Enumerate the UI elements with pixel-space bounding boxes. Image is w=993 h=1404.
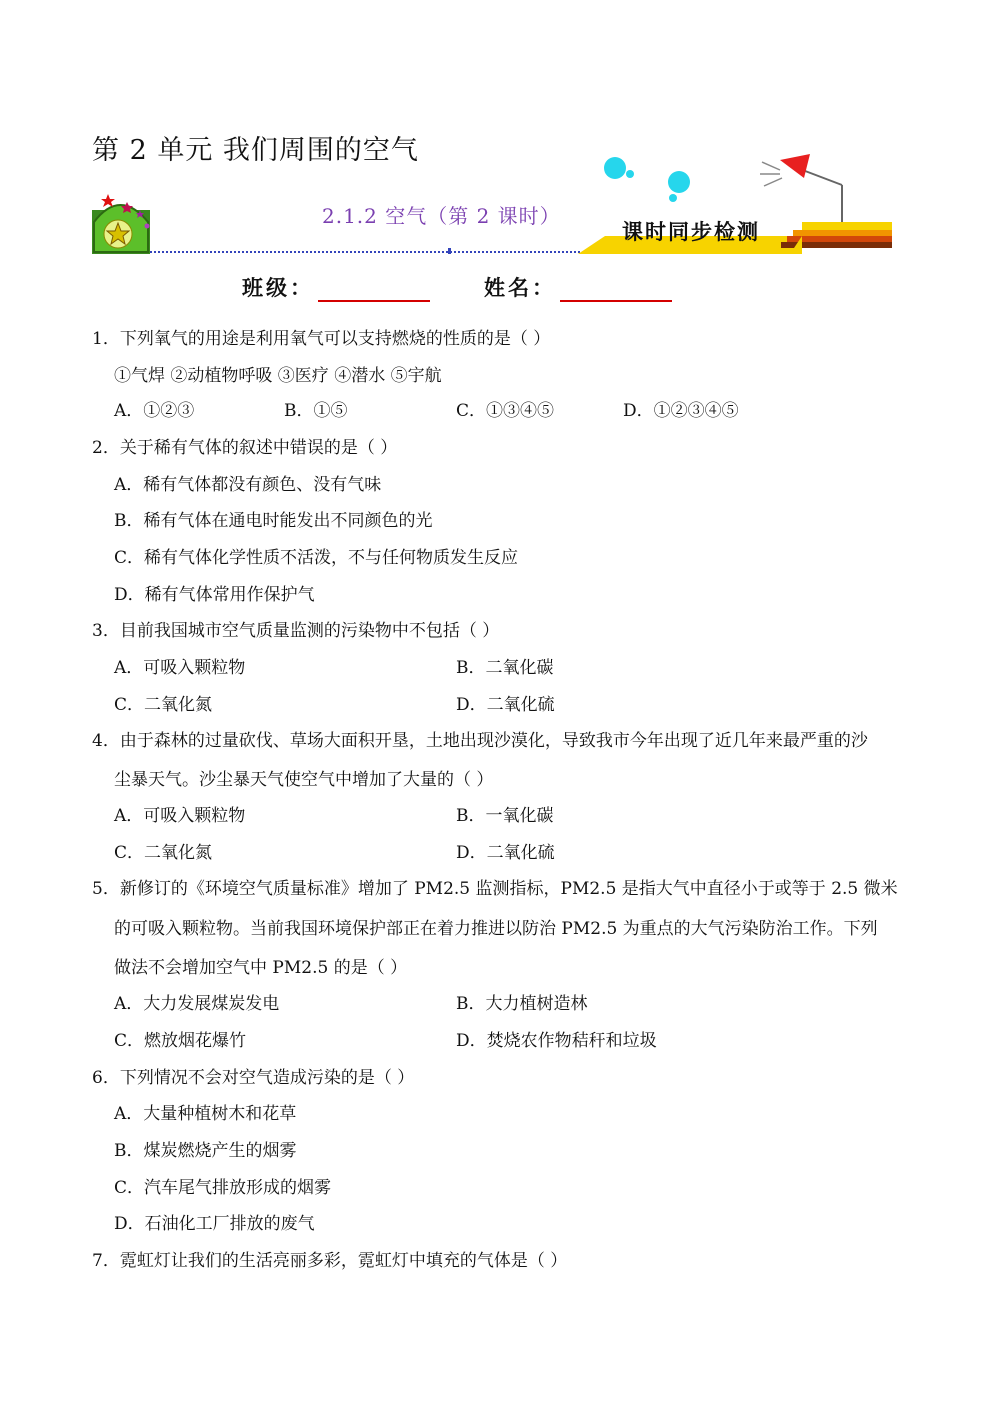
option: B．①⑤ [284, 401, 348, 421]
class-label: 班级： [242, 275, 314, 300]
class-field [242, 272, 430, 302]
option: B．二氧化碳 [456, 658, 554, 678]
option: A．大力发展煤炭发电 [114, 994, 280, 1014]
option: B．一氧化碳 [456, 806, 554, 826]
option: A．①②③ [114, 401, 195, 421]
option: A．稀有气体都没有颜色、没有气味 [114, 475, 382, 495]
option: C．燃放烟花爆竹 [114, 1031, 247, 1051]
option: B．大力植树造林 [456, 994, 588, 1014]
option: A．可吸入颗粒物 [114, 806, 246, 826]
lesson-title: 2.1.2 空气（第 2 课时） [322, 204, 561, 228]
question-stem: 1．下列氧气的用途是利用氧气可以支持燃烧的性质的是（ ） [92, 329, 551, 349]
option: D．二氧化硫 [456, 695, 555, 715]
question-stem-continued: 尘暴天气。沙尘暴天气使空气中增加了大量的（ ） [114, 770, 494, 790]
name-blank[interactable] [560, 276, 672, 302]
option: C．二氧化氮 [114, 843, 213, 863]
unit-title: 第 2 单元 我们周围的空气 [92, 135, 419, 166]
question-stem: 4．由于森林的过量砍伐、草场大面积开垦，土地出现沙漠化，导致我市今年出现了近几年来最严重的沙 [92, 731, 868, 751]
option: B．稀有气体在通电时能发出不同颜色的光 [114, 511, 433, 531]
banner-label: 课时同步检测 [622, 219, 760, 244]
name-field [484, 272, 672, 302]
option: C．汽车尾气排放形成的烟雾 [114, 1178, 332, 1198]
option: D．焚烧农作物秸秆和垃圾 [456, 1031, 657, 1051]
name-label: 姓名： [484, 275, 556, 300]
option: A．大量种植树木和花草 [114, 1104, 297, 1124]
class-blank[interactable] [318, 276, 430, 302]
star-badge-icon [92, 194, 150, 254]
question-note: ①气焊 ②动植物呼吸 ③医疗 ④潜水 ⑤宇航 [114, 366, 442, 386]
option: C．稀有气体化学性质不活泼，不与任何物质发生反应 [114, 548, 519, 568]
question-stem: 5．新修订的《环境空气质量标准》增加了 PM2.5 监测指标，PM2.5 是指大气中直径小于或等于 2.5 微米 [92, 879, 898, 899]
question-stem: 3．目前我国城市空气质量监测的污染物中不包括（ ） [92, 621, 500, 641]
question-stem-continued: 做法不会增加空气中 PM2.5 的是（ ） [114, 958, 408, 978]
option: D．二氧化硫 [456, 843, 555, 863]
option: A．可吸入颗粒物 [114, 658, 246, 678]
option: C．二氧化氮 [114, 695, 213, 715]
question-stem: 2．关于稀有气体的叙述中错误的是（ ） [92, 438, 398, 458]
question-stem: 7．霓虹灯让我们的生活亮丽多彩，霓虹灯中填充的气体是（ ） [92, 1251, 568, 1271]
desk-lamp-icon [760, 154, 842, 222]
option: D．①②③④⑤ [623, 401, 739, 421]
question-stem: 6．下列情况不会对空气造成污染的是（ ） [92, 1068, 415, 1088]
option: D．石油化工厂排放的废气 [114, 1214, 315, 1234]
option: C．①③④⑤ [456, 401, 555, 421]
option: D．稀有气体常用作保护气 [114, 585, 315, 605]
option: B．煤炭燃烧产生的烟雾 [114, 1141, 297, 1161]
question-stem-continued: 的可吸入颗粒物。当前我国环境保护部正在着力推进以防治 PM2.5 为重点的大气污染防治工作。下列 [114, 919, 878, 939]
